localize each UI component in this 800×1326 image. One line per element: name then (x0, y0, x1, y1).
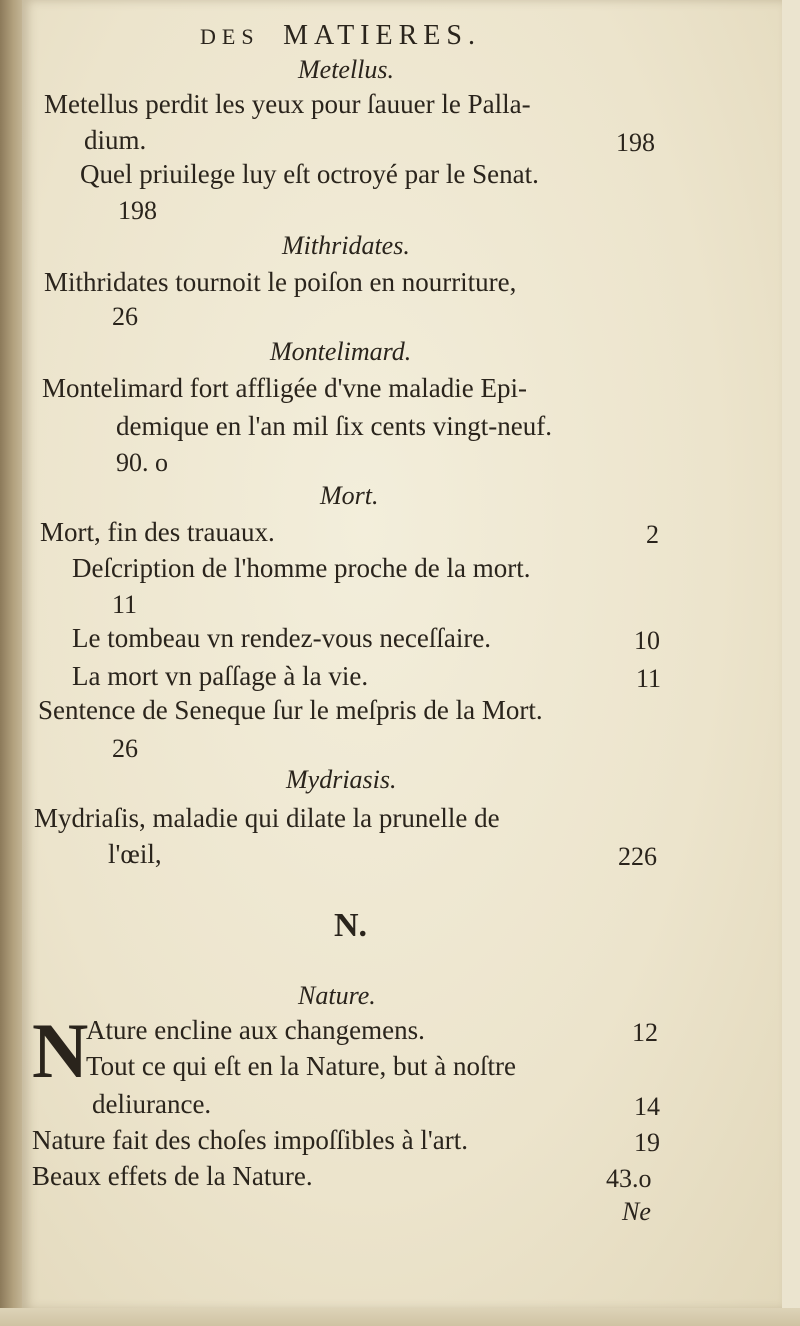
page-number: 90. o (116, 448, 168, 477)
letter-section-heading: N. (334, 907, 368, 944)
running-header (200, 20, 481, 53)
entry-mort-4: La mort vn paſſage à la vie. (72, 661, 369, 691)
section-heading-metellus: Metellus. (298, 55, 395, 84)
entry-montelimard-1-cont: demique en l'an mil ſix cents vingt-neuf. (116, 411, 553, 441)
entry-mydriasis-1-cont: l'œil, (108, 839, 162, 869)
entry-mort-3: Le tombeau vn rendez-vous neceſſaire. (72, 623, 492, 653)
entry-montelimard-1: Montelimard fort affligée d'vne maladie Epi- (42, 373, 527, 403)
section-heading-mithridates: Mithridates. (282, 231, 410, 260)
entry-metellus-2: Quel priuilege luy eſt octroyé par le Senat. (80, 159, 539, 189)
entry-mithridates-1: Mithridates tournoit le poiſon en nourriture, (44, 267, 517, 297)
entry-nature-1: Ature encline aux changemens. (86, 1015, 425, 1045)
entry-nature-2-cont: deliurance. (92, 1089, 212, 1119)
section-heading-nature: Nature. (298, 981, 376, 1010)
entry-mort-1: Mort, fin des trauaux. (40, 517, 275, 547)
entry-nature-3: Nature fait des choſes impoſſibles à l'art. (32, 1125, 468, 1155)
entry-mort-2: Deſcription de l'homme proche de la mort. (72, 553, 531, 583)
entry-nature-2: Tout ce qui eſt en la Nature, but à noſtre (86, 1051, 516, 1081)
page-number: 14 (634, 1092, 660, 1121)
section-heading-montelimard: Montelimard. (270, 337, 412, 366)
page-number: 2 (646, 520, 659, 549)
page-number: 11 (636, 664, 662, 693)
entry-metellus-1-cont: dium. (84, 125, 147, 155)
page-number: 26 (112, 302, 138, 331)
running-header-prefix: DES (200, 24, 260, 49)
entry-mort-5: Sentence de Seneque ſur le meſpris de la Mort. (38, 695, 543, 725)
section-heading-mort: Mort. (320, 481, 379, 510)
page-number: 26 (112, 734, 138, 763)
section-heading-mydriasis: Mydriasis. (286, 765, 397, 794)
page-bottom-edge (0, 1308, 800, 1326)
page-number: 11 (112, 590, 138, 619)
page-number: 198 (118, 196, 157, 225)
page-number: 226 (618, 842, 657, 871)
page-number: 10 (634, 626, 660, 655)
entry-mydriasis-1: Mydriaſis, maladie qui dilate la prunelle de (34, 803, 500, 833)
page-number: 12 (632, 1018, 658, 1047)
page-number: 198 (616, 128, 655, 157)
page-number: 19 (634, 1128, 660, 1157)
catchword: Ne (622, 1197, 651, 1226)
drop-cap-letter: N (32, 1007, 89, 1094)
running-header-word: MATIERES. (283, 20, 481, 51)
entry-nature-4: Beaux effets de la Nature. (32, 1161, 313, 1191)
entry-metellus-1: Metellus perdit les yeux pour ſauuer le Palla- (44, 89, 531, 119)
page-number: 43.o (606, 1164, 652, 1193)
